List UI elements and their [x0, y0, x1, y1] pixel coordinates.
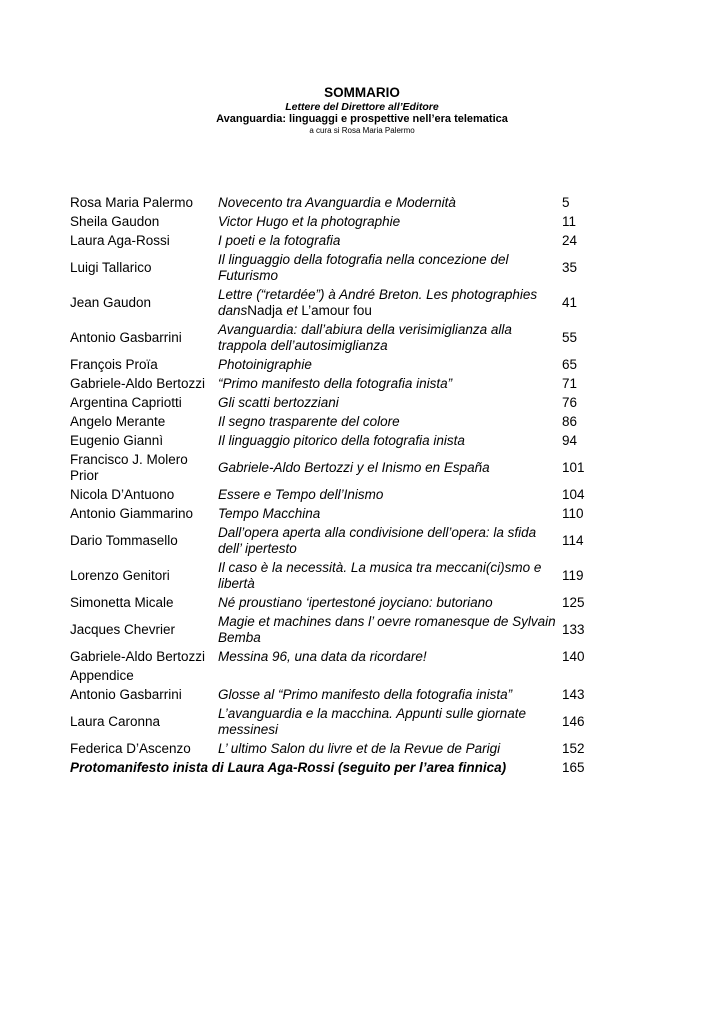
toc-title: “Primo manifesto della fotografia inista” [218, 375, 453, 391]
toc-title: Magie et machines dans l’ oevre romanesque de Sylvain Bemba [218, 613, 556, 645]
toc-page: 94 [562, 432, 578, 448]
toc-section-label: Appendice [70, 667, 134, 683]
toc-entry [70, 250, 630, 285]
toc-page: 125 [562, 594, 585, 610]
toc-title: Photoinigraphie [218, 356, 312, 372]
toc-title: Il caso è la necessità. La musica tra meccani(ci)smo e libertà [218, 559, 542, 591]
toc-entry [70, 704, 630, 739]
toc-page: 143 [562, 686, 585, 702]
toc-title-part: Lettre (“retardée”) à André Breton. Les photographies dans [218, 286, 538, 318]
toc-author: Simonetta Micale [70, 594, 174, 610]
toc-entry [70, 320, 630, 355]
toc-entry [70, 523, 630, 558]
toc-title-part: Nadja [247, 302, 283, 318]
toc-author: Laura Caronna [70, 713, 161, 729]
toc-entry [70, 231, 630, 250]
toc-author: Luigi Tallarico [70, 259, 152, 275]
toc-page: 11 [562, 213, 577, 229]
toc-author: Sheila Gaudon [70, 213, 160, 229]
toc-page: 152 [562, 740, 585, 756]
toc-title: Gli scatti bertozziani [218, 394, 339, 410]
toc-title: Glosse al “Primo manifesto della fotografia inista” [218, 686, 513, 702]
toc-entry [70, 285, 630, 320]
toc-page: 165 [562, 759, 585, 775]
toc-author: Laura Aga-Rossi [70, 232, 170, 248]
toc-entry [70, 374, 630, 393]
toc-title-part: et [286, 302, 298, 318]
toc-author: Argentina Capriotti [70, 394, 182, 410]
toc-entry [70, 685, 630, 704]
toc-page: 65 [562, 356, 578, 372]
toc-title: Il linguaggio pitorico della fotografia inista [218, 432, 465, 448]
curator-note: a cura si Rosa Maria Palermo [309, 126, 415, 135]
toc-author: François Proïa [70, 356, 158, 372]
toc-entry [70, 739, 630, 758]
toc-author: Gabriele-Aldo Bertozzi [70, 375, 206, 391]
toc-entry [70, 612, 630, 647]
toc-page: 35 [562, 259, 578, 275]
toc-page: 104 [562, 486, 585, 502]
table-of-contents [70, 193, 630, 777]
toc-entry [70, 504, 630, 523]
toc-author: Antonio Giammarino [70, 505, 194, 521]
toc-page: 55 [562, 329, 578, 345]
toc-page: 41 [562, 294, 578, 310]
toc-title: Tempo Macchina [218, 505, 321, 521]
toc-entry [70, 412, 630, 431]
toc-title: Dall’opera aperta alla condivisione dell’opera: la sfida dell’ ipertesto [218, 524, 537, 556]
toc-page: 119 [562, 567, 584, 583]
toc-page: 133 [562, 621, 585, 637]
subtitle-letters: Lettere del Direttore all’Editore [285, 101, 439, 113]
toc-title: Victor Hugo et la photographie [218, 213, 401, 229]
toc-author: Dario Tommasello [70, 532, 178, 548]
toc-page: 86 [562, 413, 578, 429]
document-header [0, 85, 724, 136]
toc-final-title: Protomanifesto inista di Laura Aga-Rossi (seguito per l’area finnica) [70, 759, 507, 775]
toc-entry [70, 647, 630, 666]
toc-entry [70, 355, 630, 374]
toc-title: Essere e Tempo dell’Inismo [218, 486, 384, 502]
toc-author: Nicola D’Antuono [70, 486, 175, 502]
toc-page: 146 [562, 713, 585, 729]
toc-author: Antonio Gasbarrini [70, 686, 182, 702]
toc-page: 114 [562, 532, 584, 548]
page-title: SOMMARIO [324, 85, 400, 100]
toc-author: Lorenzo Genitori [70, 567, 170, 583]
toc-author: Eugenio Giannì [70, 432, 164, 448]
toc-final-entry [70, 758, 630, 777]
toc-entry [70, 193, 630, 212]
toc-author: Antonio Gasbarrini [70, 329, 182, 345]
toc-title: Novecento tra Avanguardia e Modernità [218, 194, 456, 210]
toc-entry [70, 431, 630, 450]
toc-title: L’avanguardia e la macchina. Appunti sulle giornate messinesi [218, 705, 526, 737]
toc-title: Gabriele-Aldo Bertozzi y el Inismo en España [218, 459, 490, 475]
toc-entry [70, 485, 630, 504]
toc-title: Messina 96, una data da ricordare! [218, 648, 427, 664]
toc-title: Il linguaggio della fotografia nella concezione del Futurismo [218, 251, 509, 283]
toc-title: Il segno trasparente del colore [218, 413, 400, 429]
toc-page: 140 [562, 648, 585, 664]
toc-title-part: L’amour fou [301, 302, 372, 318]
toc-title: Né proustiano ‘ipertestoné joyciano: butoriano [218, 594, 493, 610]
toc-page: 5 [562, 194, 570, 210]
toc-page: 76 [562, 394, 578, 410]
toc-author: Jacques Chevrier [70, 621, 176, 637]
toc-entry [70, 593, 630, 612]
toc-title [218, 287, 560, 319]
toc-title: Avanguardia: dall’abiura della verisimiglianza alla trappola dell’autosimiglianza [218, 321, 512, 353]
toc-entry [70, 558, 630, 593]
toc-page: 71 [562, 375, 578, 391]
toc-page: 24 [562, 232, 578, 248]
toc-author: Francisco J. Molero Prior [70, 451, 188, 483]
toc-page: 101 [562, 459, 585, 475]
toc-entry [70, 212, 630, 231]
toc-author: Gabriele-Aldo Bertozzi [70, 648, 206, 664]
toc-author: Federica D’Ascenzo [70, 740, 191, 756]
toc-entry [70, 450, 630, 485]
toc-section-appendix [70, 666, 630, 685]
toc-author: Angelo Merante [70, 413, 166, 429]
toc-author: Jean Gaudon [70, 294, 152, 310]
toc-title: I poeti e la fotografia [218, 232, 341, 248]
subtitle-theme: Avanguardia: linguaggi e prospettive nell’era telematica [216, 113, 508, 125]
toc-page: 110 [562, 505, 584, 521]
toc-author: Rosa Maria Palermo [70, 194, 194, 210]
toc-title: L’ ultimo Salon du livre et de la Revue de Parigi [218, 740, 501, 756]
toc-entry [70, 393, 630, 412]
